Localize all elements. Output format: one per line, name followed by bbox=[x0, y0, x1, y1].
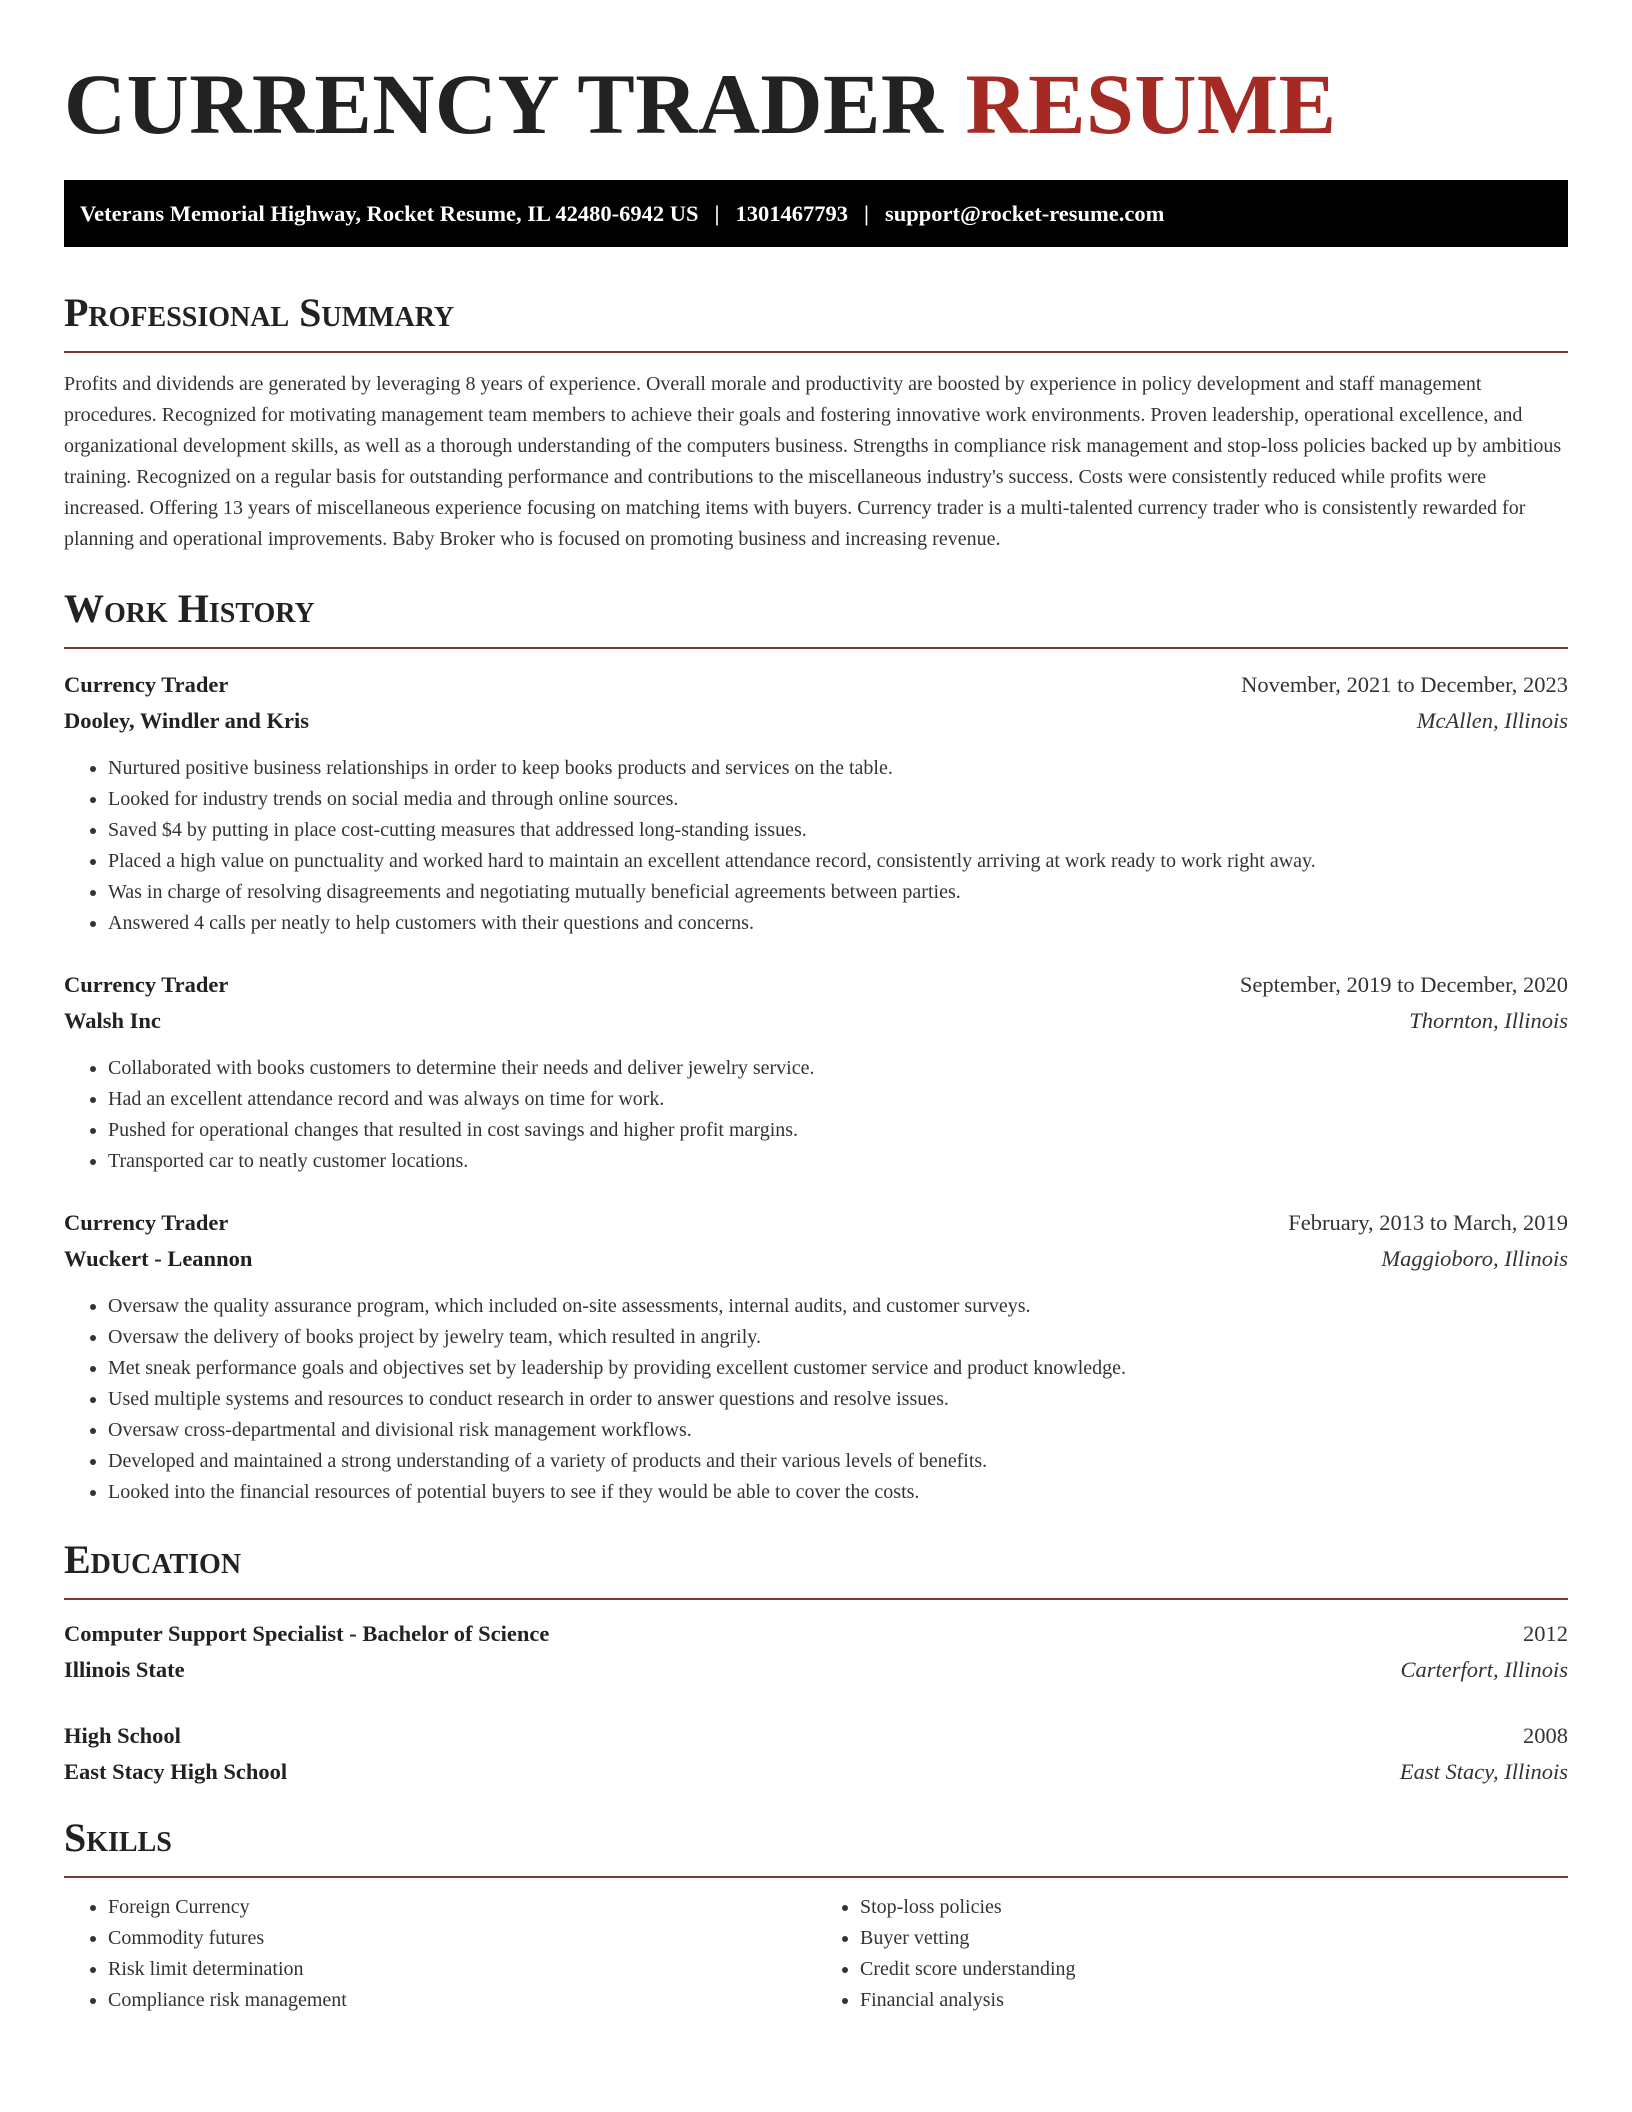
job-company: Walsh Inc bbox=[64, 1008, 161, 1033]
section-divider bbox=[64, 1598, 1568, 1600]
job-entry bbox=[64, 1205, 1568, 1508]
job-entry bbox=[64, 667, 1568, 939]
list-item: • Had an excellent attendance record and was always on time for work. bbox=[108, 1084, 1568, 1115]
contact-separator: | bbox=[863, 200, 869, 226]
degree: High School bbox=[64, 1723, 181, 1748]
section-divider bbox=[64, 351, 1568, 353]
section-heading: Skills bbox=[64, 1815, 172, 1860]
list-item: • Was in charge of resolving disagreements and negotiating mutually beneficial agreements between parties. bbox=[108, 877, 1568, 908]
job-dates: November, 2021 to December, 2023 bbox=[1241, 672, 1568, 697]
list-item: • Pushed for operational changes that resulted in cost savings and higher profit margins. bbox=[108, 1115, 1568, 1146]
school-location: East Stacy, Illinois bbox=[1399, 1759, 1568, 1784]
title-main: CURRENCY TRADER bbox=[64, 56, 944, 152]
list-item: • Looked for industry trends on social media and through online sources. bbox=[108, 784, 1568, 815]
skill-item: • Financial analysis bbox=[860, 1985, 1568, 2016]
contact-email[interactable]: support@rocket-resume.com bbox=[884, 200, 1165, 226]
job-dates: February, 2013 to March, 2019 bbox=[1288, 1210, 1568, 1235]
list-item: • Placed a high value on punctuality and worked hard to maintain an excellent attendance record, consistently arriving at work ready to work right away. bbox=[108, 846, 1568, 877]
skill-item: • Credit score understanding bbox=[860, 1954, 1568, 1985]
skill-item: • Buyer vetting bbox=[860, 1923, 1568, 1954]
school-location: Carterfort, Illinois bbox=[1400, 1657, 1568, 1682]
section-heading: Education bbox=[64, 1537, 242, 1582]
skills-list-left bbox=[64, 1892, 816, 2016]
section-heading: Work History bbox=[64, 586, 315, 631]
job-title: Currency Trader bbox=[64, 1210, 229, 1235]
title-accent: RESUME bbox=[965, 56, 1337, 152]
job-dates: September, 2019 to December, 2020 bbox=[1239, 972, 1568, 997]
job-location: McAllen, Illinois bbox=[1416, 708, 1568, 733]
contact-separator: | bbox=[714, 200, 720, 226]
skills-section bbox=[64, 1814, 1568, 2016]
list-item: • Oversaw the quality assurance program, which included on-site assessments, internal audits, and customer surveys. bbox=[108, 1291, 1568, 1322]
list-item: • Answered 4 calls per neatly to help customers with their questions and concerns. bbox=[108, 908, 1568, 939]
list-item: • Oversaw the delivery of books project by jewelry team, which resulted in angrily. bbox=[108, 1322, 1568, 1353]
list-item: • Oversaw cross-departmental and divisional risk management workflows. bbox=[108, 1415, 1568, 1446]
professional-summary-section bbox=[64, 289, 1568, 555]
job-title: Currency Trader bbox=[64, 972, 229, 997]
school-name: East Stacy High School bbox=[64, 1759, 288, 1784]
contact-phone: 1301467793 bbox=[735, 200, 848, 226]
job-company: Wuckert - Leannon bbox=[64, 1246, 253, 1271]
graduation-year: 2008 bbox=[1523, 1723, 1568, 1748]
list-item: • Met sneak performance goals and objectives set by leadership by providing excellent customer service and product knowledge. bbox=[108, 1353, 1568, 1384]
contact-bar bbox=[64, 180, 1568, 247]
job-company: Dooley, Windler and Kris bbox=[64, 708, 310, 733]
list-item: • Looked into the financial resources of potential buyers to see if they would be able to cover the costs. bbox=[108, 1477, 1568, 1508]
job-location: Maggioboro, Illinois bbox=[1381, 1246, 1568, 1271]
list-item: • Saved $4 by putting in place cost-cutting measures that addressed long-standing issues. bbox=[108, 815, 1568, 846]
section-divider bbox=[64, 647, 1568, 649]
job-location: Thornton, Illinois bbox=[1409, 1008, 1568, 1033]
education-entry bbox=[64, 1718, 1568, 1790]
skills-list-right bbox=[816, 1892, 1568, 2016]
skills-grid bbox=[64, 1892, 1568, 2016]
section-divider bbox=[64, 1876, 1568, 1878]
school-name: Illinois State bbox=[64, 1657, 185, 1682]
list-item: • Collaborated with books customers to determine their needs and deliver jewelry service. bbox=[108, 1053, 1568, 1084]
list-item: • Used multiple systems and resources to conduct research in order to answer questions and resolve issues. bbox=[108, 1384, 1568, 1415]
job-bullets bbox=[64, 1053, 1568, 1177]
list-item: • Transported car to neatly customer locations. bbox=[108, 1146, 1568, 1177]
list-item: • Nurtured positive business relationships in order to keep books products and services on the table. bbox=[108, 753, 1568, 784]
section-heading: Professional Summary bbox=[64, 290, 455, 335]
resume-title bbox=[64, 58, 1568, 150]
skill-item: • Compliance risk management bbox=[108, 1985, 816, 2016]
resume-page bbox=[64, 0, 1568, 2016]
skill-item: • Stop-loss policies bbox=[860, 1892, 1568, 1923]
graduation-year: 2012 bbox=[1523, 1621, 1568, 1646]
job-entry bbox=[64, 967, 1568, 1177]
work-history-section bbox=[64, 585, 1568, 1508]
skill-item: • Commodity futures bbox=[108, 1923, 816, 1954]
job-bullets bbox=[64, 1291, 1568, 1508]
contact-address: Veterans Memorial Highway, Rocket Resume, IL 42480-6942 US bbox=[80, 200, 699, 226]
job-title: Currency Trader bbox=[64, 672, 229, 697]
education-entry bbox=[64, 1616, 1568, 1688]
job-bullets bbox=[64, 753, 1568, 939]
skill-item: • Risk limit determination bbox=[108, 1954, 816, 1985]
degree: Computer Support Specialist - Bachelor of Science bbox=[64, 1621, 550, 1646]
summary-text: Profits and dividends are generated by leveraging 8 years of experience. Overall morale and productivity are boosted by experience in policy development and staff management procedures. Recognized for motivating management team members to achieve their goals and fostering innovative work environments. Proven leadership, operational excellence, and organizational development skills, as well as a thorough understanding of the computers business. Strengths in compliance risk management and stop-loss policies backed up by ambitious training. Recognized on a regular basis for outstanding performance and contributions to the miscellaneous industry's success. Costs were consistently reduced while profits were increased. Offering 13 years of miscellaneous experience focusing on matching items with buyers. Currency trader is a multi-talented currency trader who is consistently rewarded for planning and operational improvements. Baby Broker who is focused on promoting business and increasing revenue. bbox=[64, 373, 1562, 550]
list-item: • Developed and maintained a strong understanding of a variety of products and their various levels of benefits. bbox=[108, 1446, 1568, 1477]
skill-item: • Foreign Currency bbox=[108, 1892, 816, 1923]
education-section bbox=[64, 1536, 1568, 1790]
